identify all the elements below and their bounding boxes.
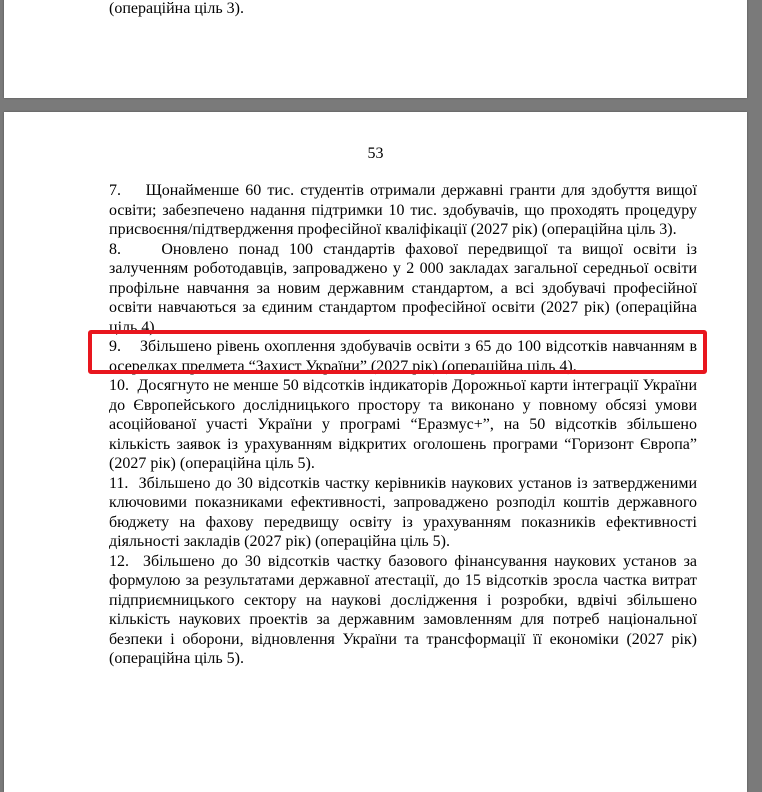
- list-item-7: [109, 181, 697, 240]
- list-item-11: [109, 474, 697, 552]
- previous-page-last-line: (операційна ціль 3).: [109, 0, 244, 17]
- item-text: Щонайменше 60 тис. студентів отримали державні гранти для здобуття вищої освіти; забезпечено надання підтримки 10 тис. здобувачів, що проходять процедуру присвоєння/підтвердження професійної кваліфікації (2027 рік) (операційна ціль 3).: [109, 182, 698, 238]
- item-text: Збільшено до 30 відсотків частку керівників наукових установ із затвердженими ключовими показниками ефективності, запроваджено розподіл коштів державного бюджету на фахову передвищу освіту із урахуванням показників ефективності діяльності закладів (2027 рік) (операційна ціль 5).: [109, 474, 698, 550]
- current-page: [4, 112, 747, 792]
- list-item-8: [109, 240, 697, 338]
- item-text: Досягнуто не менше 50 відсотків індикаторів Дорожньої карти інтеграції України до Європейського дослідницького простору та виконано у повному обсязі умови асоційованої участі України у програмі “Еразмус+”, на 50 відсотків збільшено кількість заявок із урахуванням відкритих оголошень програми “Горизонт Європа” (2027 рік) (операційна ціль 5).: [109, 377, 698, 472]
- item-number: 11.: [109, 474, 129, 492]
- item-text: Збільшено рівень охоплення здобувачів освіти з 65 до 100 відсотків навчанням в осередках предмета “Захист України” (2027 рік) (операційна ціль 4).: [109, 338, 697, 375]
- item-number: 7.: [109, 182, 121, 199]
- previous-page: [4, 0, 747, 98]
- item-text: Оновлено понад 100 стандартів фахової передвищої та вищої освіти із залученням роботодавців, запроваджено у 2 000 закладах загальної середньої освіти профільне навчання за новим державним стандартом, а всі здобувачі професійної освіти навчаються за єдиним стандартом професійної освіти (2027 рік) (операційна ціль 4).: [109, 240, 697, 336]
- red-highlight-box: [88, 330, 707, 374]
- item-number: 12.: [109, 552, 129, 570]
- item-number: 9.: [109, 338, 121, 355]
- list-item-10: [109, 376, 697, 474]
- page-number: 53: [367, 145, 384, 162]
- goals-list: [109, 181, 697, 669]
- list-item-12: [109, 552, 697, 669]
- item-text: Збільшено до 30 відсотків частку базового фінансування наукових установ за формулою за результатами державної атестації, до 15 відсотків зросла частка витрат підприємницького сектору на наукові дослідження і розробки, вдвічі збільшено кількість наукових проектів за державним замовленням для потреб національної безпеки і оборони, відновлення України та трансформації її економіки (2027 рік) (операційна ціль 5).: [109, 552, 698, 667]
- item-number: 10.: [109, 377, 129, 394]
- item-number: 8.: [109, 240, 121, 258]
